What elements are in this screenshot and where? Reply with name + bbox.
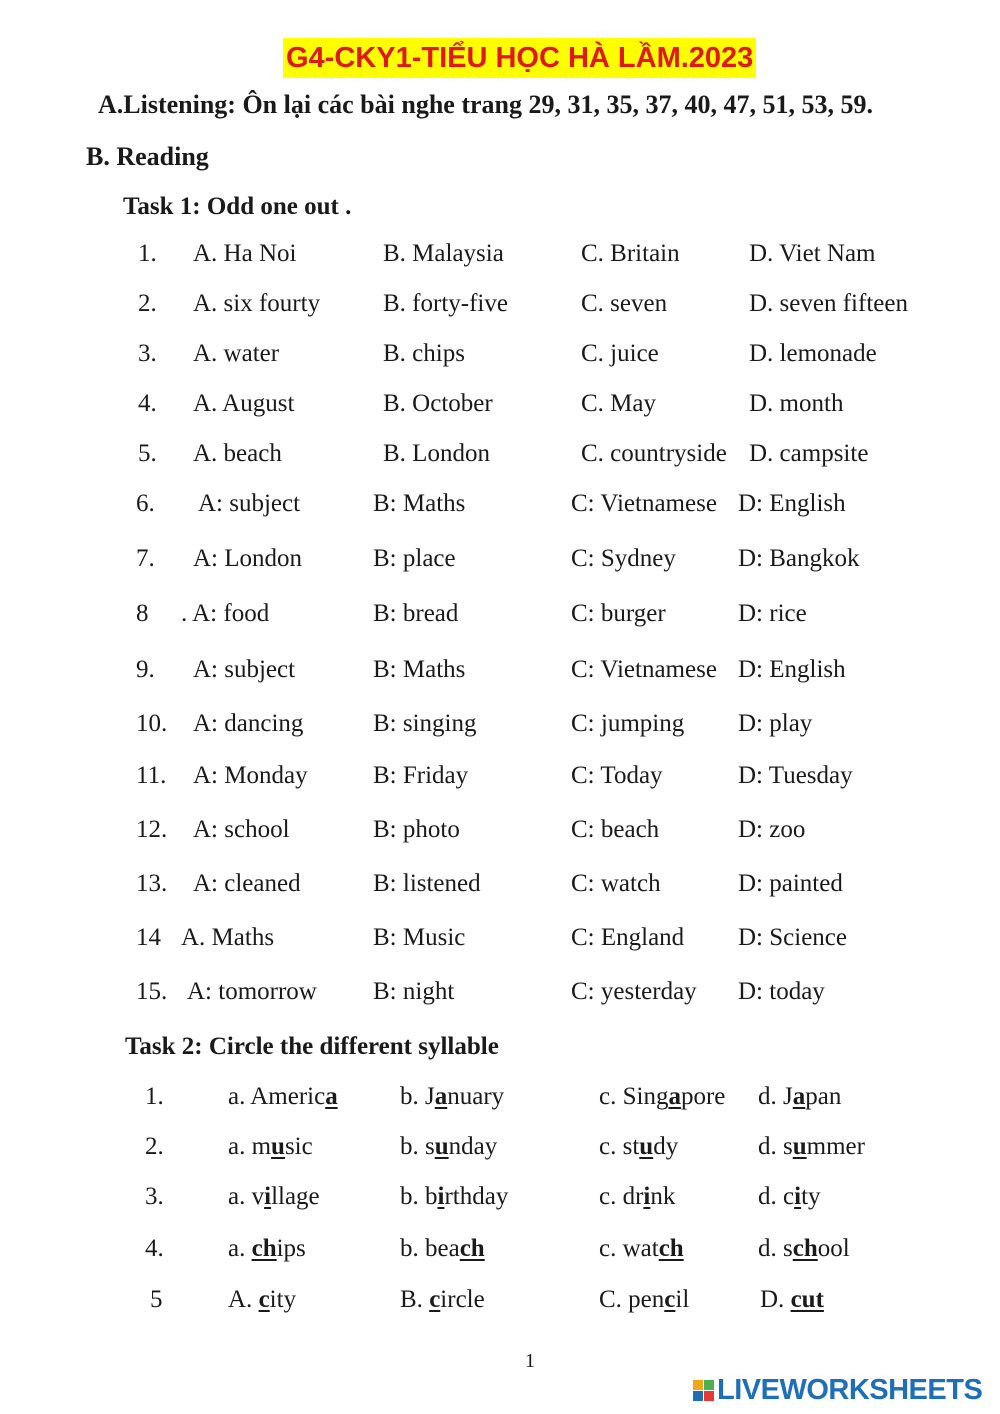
option-c[interactable] bbox=[599, 1133, 678, 1161]
option-a[interactable]: . A: food bbox=[181, 600, 270, 627]
question-number: 5. bbox=[138, 440, 157, 467]
underlined-sound: i bbox=[794, 1183, 802, 1210]
underlined-sound: u bbox=[271, 1133, 285, 1160]
word-part: ips bbox=[276, 1235, 306, 1262]
option-c[interactable]: C. Britain bbox=[581, 240, 680, 267]
word-part: d. s bbox=[758, 1235, 793, 1262]
option-a[interactable]: A: dancing bbox=[193, 710, 304, 737]
option-c[interactable]: C: Vietnamese bbox=[571, 490, 717, 517]
word-part: b. J bbox=[400, 1083, 435, 1110]
word-part: pan bbox=[805, 1083, 842, 1110]
option-a[interactable]: A: subject bbox=[193, 656, 296, 683]
underlined-sound: i bbox=[643, 1183, 651, 1210]
underlined-sound: c bbox=[429, 1286, 441, 1313]
option-d[interactable]: D. month bbox=[749, 390, 844, 417]
option-a[interactable] bbox=[228, 1083, 338, 1111]
question-number: 11. bbox=[136, 762, 167, 789]
option-d[interactable] bbox=[758, 1133, 865, 1161]
word-part: d. J bbox=[758, 1083, 793, 1110]
option-d[interactable]: D: play bbox=[738, 710, 813, 737]
word-part: dy bbox=[653, 1133, 679, 1160]
option-d[interactable]: D: Science bbox=[738, 924, 847, 951]
option-c[interactable]: C: burger bbox=[571, 600, 666, 627]
word-part: d. s bbox=[758, 1133, 793, 1160]
option-d[interactable]: D. seven fifteen bbox=[749, 290, 908, 317]
option-d[interactable]: D: rice bbox=[738, 600, 807, 627]
underlined-sound: a bbox=[792, 1083, 806, 1110]
task1-row bbox=[0, 870, 1000, 904]
option-b[interactable] bbox=[400, 1133, 497, 1161]
reading-heading: B. Reading bbox=[86, 142, 209, 171]
option-d[interactable] bbox=[760, 1286, 824, 1314]
underlined-sound: cut bbox=[790, 1286, 824, 1313]
option-b[interactable]: B. chips bbox=[383, 340, 465, 367]
task2-title: Task 2: Circle the different syllable bbox=[125, 1033, 499, 1060]
underlined-sound: i bbox=[437, 1183, 445, 1210]
question-number: 14 bbox=[136, 924, 161, 951]
listening-instruction: A.Listening: Ôn lại các bài nghe trang 29, 31, 35, 37, 40, 47, 51, 53, 59. bbox=[98, 90, 873, 119]
question-number: 12. bbox=[136, 816, 168, 843]
option-a[interactable]: A: tomorrow bbox=[187, 978, 317, 1005]
option-d[interactable]: D: Tuesday bbox=[738, 762, 853, 789]
option-b[interactable] bbox=[400, 1183, 508, 1211]
underlined-sound: ch bbox=[459, 1235, 485, 1262]
underlined-sound: c bbox=[664, 1286, 676, 1313]
underlined-sound: ch bbox=[792, 1235, 818, 1262]
task2-row bbox=[0, 1183, 1000, 1217]
question-number: 1. bbox=[145, 1083, 164, 1110]
option-b[interactable] bbox=[400, 1286, 485, 1314]
word-part: b. s bbox=[400, 1133, 435, 1160]
option-c[interactable]: C: jumping bbox=[571, 710, 685, 737]
option-c[interactable] bbox=[599, 1286, 689, 1314]
option-b[interactable]: B: Music bbox=[373, 924, 466, 951]
option-c[interactable]: C: watch bbox=[571, 870, 661, 897]
option-d[interactable]: D: Bangkok bbox=[738, 545, 860, 572]
option-b[interactable] bbox=[400, 1235, 485, 1263]
task1-row bbox=[0, 600, 1000, 634]
word-part: D. bbox=[760, 1286, 791, 1313]
liveworksheets-logo bbox=[693, 1374, 982, 1407]
option-c[interactable]: C: Today bbox=[571, 762, 663, 789]
question-number: 15. bbox=[136, 978, 168, 1005]
question-number: 8 bbox=[136, 600, 149, 627]
underlined-sound: ch bbox=[658, 1235, 684, 1262]
option-b[interactable]: B: singing bbox=[373, 710, 477, 737]
word-part: a. v bbox=[228, 1183, 265, 1210]
option-b[interactable]: B: Friday bbox=[373, 762, 469, 789]
option-d[interactable]: D. lemonade bbox=[749, 340, 877, 367]
question-number: 4. bbox=[138, 390, 157, 417]
word-part: ool bbox=[817, 1235, 850, 1262]
task1-row bbox=[0, 924, 1000, 958]
option-a[interactable]: A. Ha Noi bbox=[193, 240, 297, 267]
word-part: ty bbox=[801, 1183, 821, 1210]
option-b[interactable]: B: Maths bbox=[373, 490, 466, 517]
task1-row bbox=[0, 710, 1000, 744]
task1-row bbox=[0, 656, 1000, 690]
option-d[interactable]: D: English bbox=[738, 656, 846, 683]
question-number: 7. bbox=[136, 545, 155, 572]
task1-row bbox=[0, 290, 1000, 324]
task1-row bbox=[0, 390, 1000, 424]
underlined-sound: c bbox=[258, 1286, 270, 1313]
question-number: 3. bbox=[145, 1183, 164, 1210]
word-part: c. Sing bbox=[599, 1083, 669, 1110]
task1-row bbox=[0, 545, 1000, 579]
word-part: il bbox=[675, 1286, 690, 1313]
task2-row bbox=[0, 1286, 1000, 1320]
option-a[interactable]: A: London bbox=[193, 545, 303, 572]
word-part: c. dr bbox=[599, 1183, 644, 1210]
option-c[interactable]: C. May bbox=[581, 390, 656, 417]
option-a[interactable] bbox=[228, 1235, 306, 1263]
logo-text: LIVEWORKSHEETS bbox=[717, 1374, 983, 1406]
option-a[interactable]: A: cleaned bbox=[193, 870, 301, 897]
option-d[interactable]: D: English bbox=[738, 490, 846, 517]
word-part: d. c bbox=[758, 1183, 795, 1210]
word-part: llage bbox=[271, 1183, 320, 1210]
word-part: mmer bbox=[806, 1133, 865, 1160]
option-a[interactable] bbox=[228, 1286, 296, 1314]
option-a[interactable]: A. August bbox=[193, 390, 295, 417]
word-part: A. bbox=[228, 1286, 259, 1313]
question-number: 1. bbox=[138, 240, 157, 267]
word-part: pore bbox=[680, 1083, 726, 1110]
option-b[interactable]: B: bread bbox=[373, 600, 459, 627]
underlined-sound: a bbox=[434, 1083, 448, 1110]
task1-title: Task 1: Odd one out . bbox=[123, 193, 352, 220]
option-b[interactable]: B: Maths bbox=[373, 656, 466, 683]
option-c[interactable]: C: yesterday bbox=[571, 978, 697, 1005]
option-c[interactable]: C: beach bbox=[571, 816, 660, 843]
option-a[interactable]: A. Maths bbox=[181, 924, 275, 951]
underlined-sound: u bbox=[434, 1133, 449, 1160]
option-d[interactable]: D: painted bbox=[738, 870, 843, 897]
option-c[interactable] bbox=[599, 1235, 684, 1263]
option-c[interactable]: C: Sydney bbox=[571, 545, 676, 572]
question-number: 4. bbox=[145, 1235, 164, 1262]
question-number: 3. bbox=[138, 340, 157, 367]
option-b[interactable]: B: night bbox=[373, 978, 455, 1005]
option-d[interactable]: D: zoo bbox=[738, 816, 806, 843]
word-part: b. bea bbox=[400, 1235, 460, 1262]
underlined-sound: ch bbox=[251, 1235, 277, 1262]
option-d[interactable]: D: today bbox=[738, 978, 825, 1005]
word-part: a. Americ bbox=[228, 1083, 326, 1110]
option-a[interactable]: A: school bbox=[193, 816, 290, 843]
option-b[interactable]: B. forty-five bbox=[383, 290, 508, 317]
task1-row bbox=[0, 762, 1000, 796]
option-b[interactable]: B: place bbox=[373, 545, 456, 572]
question-number: 2. bbox=[145, 1133, 164, 1160]
task1-row bbox=[0, 816, 1000, 850]
option-c[interactable]: C. countryside bbox=[581, 440, 727, 467]
word-part: c. wat bbox=[599, 1235, 659, 1262]
question-number: 2. bbox=[138, 290, 157, 317]
word-part: b. b bbox=[400, 1183, 438, 1210]
option-a[interactable]: A: Monday bbox=[193, 762, 308, 789]
question-number: 6. bbox=[136, 490, 155, 517]
word-part: nk bbox=[650, 1183, 676, 1210]
word-part: C. pen bbox=[599, 1286, 665, 1313]
option-a[interactable] bbox=[228, 1133, 313, 1161]
task2-row bbox=[0, 1083, 1000, 1117]
word-part: c. st bbox=[599, 1133, 640, 1160]
task1-row bbox=[0, 978, 1000, 1012]
option-b[interactable]: B. October bbox=[383, 390, 493, 417]
document-title: G4-CKY1-TIỂU HỌC HÀ LẦM.2023 bbox=[283, 38, 756, 78]
underlined-sound: u bbox=[792, 1133, 807, 1160]
word-part: nuary bbox=[447, 1083, 505, 1110]
option-b[interactable] bbox=[400, 1083, 504, 1111]
word-part: a. bbox=[228, 1235, 252, 1262]
word-part: rthday bbox=[444, 1183, 509, 1210]
underlined-sound: u bbox=[639, 1133, 654, 1160]
word-part: a. m bbox=[228, 1133, 272, 1160]
option-a[interactable] bbox=[228, 1183, 320, 1211]
option-d[interactable]: D. Viet Nam bbox=[749, 240, 876, 267]
word-part: nday bbox=[448, 1133, 498, 1160]
question-number: 13. bbox=[136, 870, 168, 897]
option-c[interactable]: C. juice bbox=[581, 340, 659, 367]
question-number: 9. bbox=[136, 656, 155, 683]
word-part: ircle bbox=[440, 1286, 485, 1313]
task1-row bbox=[0, 490, 1000, 524]
word-part: sic bbox=[284, 1133, 313, 1160]
option-c[interactable]: C. seven bbox=[581, 290, 668, 317]
liveworksheets-logo-icon bbox=[693, 1380, 715, 1402]
option-b[interactable]: B. Malaysia bbox=[383, 240, 504, 267]
option-c[interactable]: C: England bbox=[571, 924, 685, 951]
task2-row bbox=[0, 1235, 1000, 1269]
option-a[interactable]: A. water bbox=[193, 340, 280, 367]
option-c[interactable] bbox=[599, 1183, 675, 1211]
question-number: 10. bbox=[136, 710, 168, 737]
option-a[interactable]: A. beach bbox=[193, 440, 282, 467]
option-c[interactable] bbox=[599, 1083, 725, 1111]
option-b[interactable]: B. London bbox=[383, 440, 490, 467]
underlined-sound: a bbox=[668, 1083, 681, 1110]
option-d[interactable] bbox=[758, 1183, 821, 1211]
task1-row bbox=[0, 440, 1000, 474]
option-c[interactable]: C: Vietnamese bbox=[571, 656, 717, 683]
option-d[interactable] bbox=[758, 1235, 850, 1263]
word-part: ity bbox=[269, 1286, 297, 1313]
option-d[interactable] bbox=[758, 1083, 841, 1111]
question-number: 5 bbox=[150, 1286, 163, 1313]
option-b[interactable]: B: listened bbox=[373, 870, 481, 897]
word-part: B. bbox=[400, 1286, 430, 1313]
task1-row bbox=[0, 240, 1000, 274]
option-a[interactable]: A. six fourty bbox=[193, 290, 321, 317]
option-a[interactable]: A: subject bbox=[198, 490, 301, 517]
task1-row bbox=[0, 340, 1000, 374]
page-number: 1 bbox=[525, 1350, 535, 1372]
option-b[interactable]: B: photo bbox=[373, 816, 460, 843]
option-d[interactable]: D. campsite bbox=[749, 440, 869, 467]
task2-row bbox=[0, 1133, 1000, 1167]
underlined-sound: i bbox=[264, 1183, 272, 1210]
underlined-sound: a bbox=[325, 1083, 338, 1110]
